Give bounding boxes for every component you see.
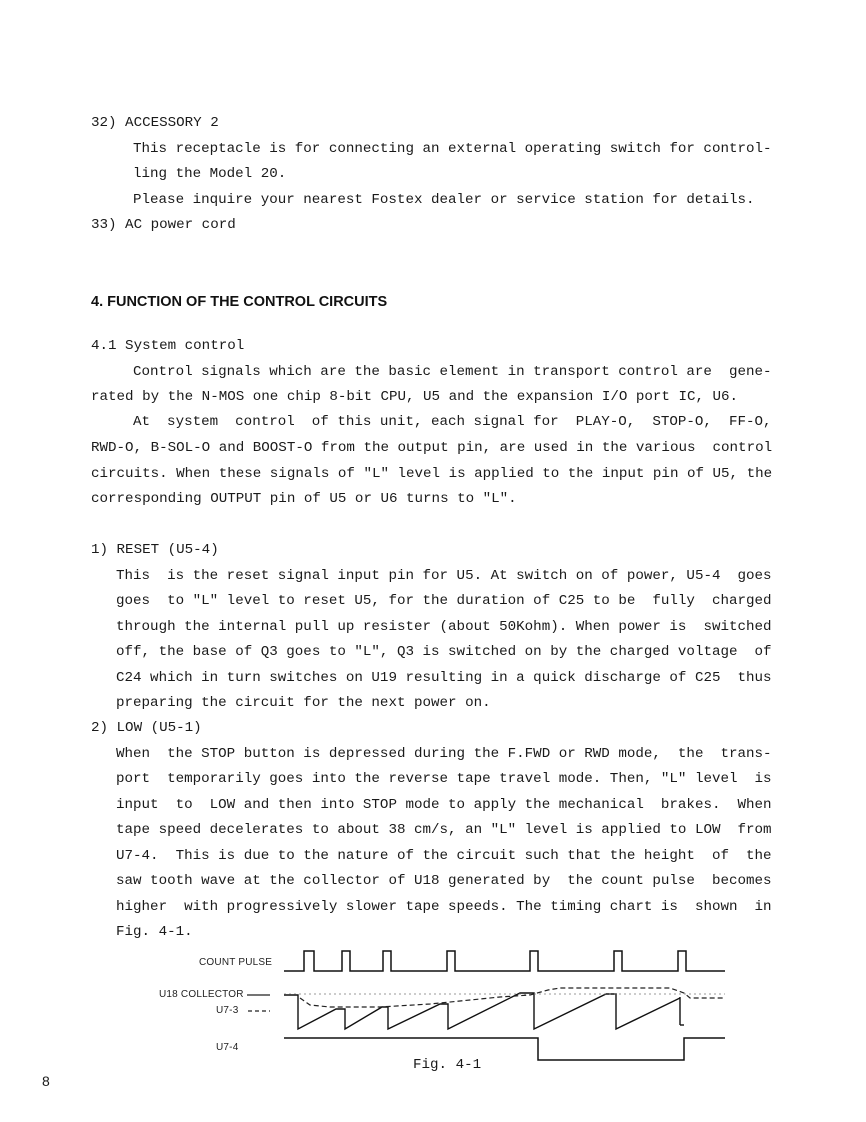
accessory2-line-3: Please inquire your nearest Fostex dealer or service station for details. [133, 192, 755, 208]
count-pulse-label: COUNT PULSE [199, 957, 273, 968]
low-line-6: saw tooth wave at the collector of U18 generated by the count pulse becomes [116, 873, 772, 889]
u7-4-label: U7-4 [216, 1042, 239, 1053]
accessory2-heading: 32) ACCESSORY 2 [91, 115, 219, 131]
function-line-3: At system control of this unit, each signal for PLAY-O, STOP-O, FF-O, [133, 414, 772, 430]
function-line-4: RWD-O, B-SOL-O and BOOST-O from the output pin, are used in the various control [91, 440, 773, 456]
reset-heading: 1) RESET (U5-4) [91, 542, 219, 558]
reset-line-3: through the internal pull up resister (about 50Kohm). When power is switched [116, 619, 772, 635]
count-pulse-waveform [284, 951, 725, 971]
reset-line-4: off, the base of Q3 goes to "L", Q3 is switched on by the charged voltage of [116, 644, 772, 660]
reset-line-6: preparing the circuit for the next power on. [116, 695, 491, 711]
u7-4-waveform [284, 1038, 725, 1060]
low-line-7: higher with progressively slower tape speeds. The timing chart is shown in [116, 899, 772, 915]
u18-collector-label: U18 COLLECTOR [159, 989, 244, 1000]
section-title: 4. FUNCTION OF THE CONTROL CIRCUITS [91, 294, 388, 310]
low-line-5: U7-4. This is due to the nature of the circuit such that the height of the [116, 848, 772, 864]
reset-line-2: goes to "L" level to reset U5, for the duration of C25 to be fully charged [116, 593, 772, 609]
page-number: 8 [42, 1073, 50, 1089]
low-line-2: port temporarily goes into the reverse tape travel mode. Then, "L" level is [116, 771, 772, 787]
function-line-6: corresponding OUTPUT pin of U5 or U6 turns to "L". [91, 491, 517, 507]
figure-caption: Fig. 4-1 [413, 1057, 482, 1073]
function-line-2: rated by the N-MOS one chip 8-bit CPU, U5 and the expansion I/O port IC, U6. [91, 389, 739, 405]
reset-line-1: This is the reset signal input pin for U5. At switch on of power, U5-4 goes [116, 568, 772, 584]
reset-line-5: C24 which in turn switches on U19 resulting in a quick discharge of C25 thus [116, 670, 772, 686]
low-line-1: When the STOP button is depressed during the F.FWD or RWD mode, the trans- [116, 746, 772, 762]
u7-3-label: U7-3 [216, 1005, 239, 1016]
system-control-subtitle: 4.1 System control [91, 338, 245, 354]
low-line-8: Fig. 4-1. [116, 924, 193, 940]
function-line-5: circuits. When these signals of "L" level is applied to the input pin of U5, the [91, 466, 773, 482]
accessory2-line-2: ling the Model 20. [133, 166, 287, 182]
function-line-1: Control signals which are the basic element in transport control are gene- [133, 364, 772, 380]
accessory2-line-1: This receptacle is for connecting an external operating switch for control- [133, 141, 772, 157]
low-line-3: input to LOW and then into STOP mode to apply the mechanical brakes. When [116, 797, 772, 813]
ac-power-heading: 33) AC power cord [91, 217, 236, 233]
low-heading: 2) LOW (U5-1) [91, 720, 202, 736]
low-line-4: tape speed decelerates to about 38 cm/s, an "L" level is applied to LOW from [116, 822, 772, 838]
